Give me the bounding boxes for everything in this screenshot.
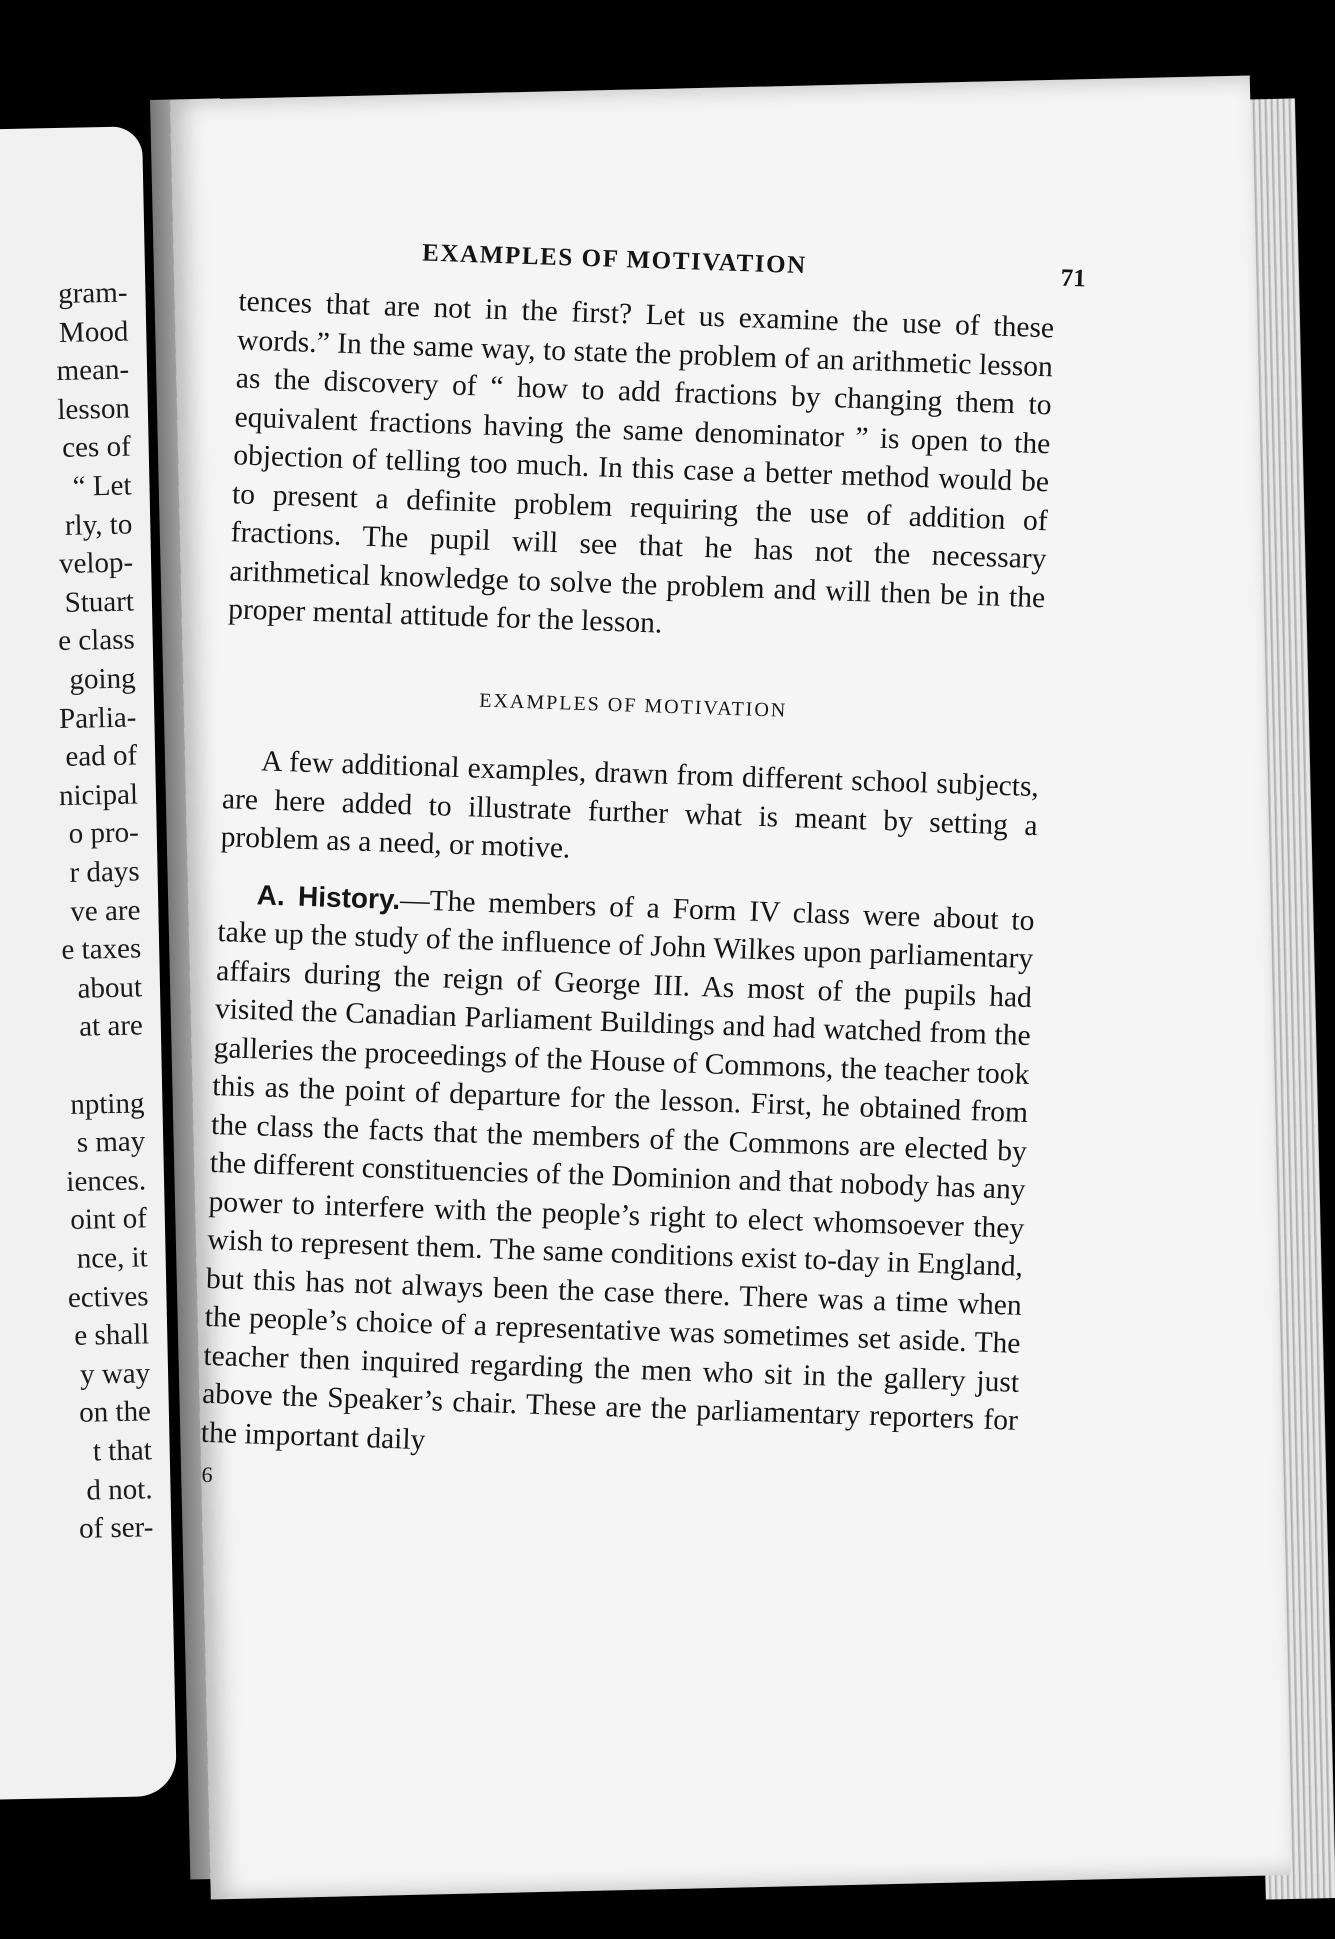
facing-page-line: e shall bbox=[74, 1318, 150, 1353]
facing-page-line: y way bbox=[79, 1357, 151, 1391]
page-number: 71 bbox=[1060, 264, 1087, 293]
facing-page-line: rly, to bbox=[64, 508, 133, 542]
facing-page-line: ead of bbox=[65, 739, 138, 774]
facing-page-line: o pro- bbox=[68, 816, 140, 851]
facing-page-line: t that bbox=[92, 1434, 153, 1468]
facing-page-line: nicipal bbox=[58, 778, 139, 812]
paragraph-history bbox=[200, 875, 1035, 1479]
book-page bbox=[170, 75, 1291, 1899]
facing-page-line: iences. bbox=[65, 1164, 147, 1198]
facing-page-line: lesson bbox=[57, 392, 131, 426]
facing-page-line: gram- bbox=[57, 276, 128, 310]
facing-page-line: s may bbox=[76, 1125, 146, 1159]
facing-page-line: npting bbox=[69, 1086, 145, 1121]
signature-mark: 6 bbox=[201, 1461, 214, 1488]
facing-page-line: r days bbox=[69, 855, 140, 889]
facing-page-line: oint of bbox=[69, 1202, 148, 1237]
facing-page-line: mean- bbox=[56, 353, 130, 388]
facing-page-line: at are bbox=[78, 1009, 144, 1044]
running-head-title: EXAMPLES OF MOTIVATION bbox=[421, 239, 808, 280]
facing-page-text bbox=[0, 126, 154, 1545]
facing-page-line: d not. bbox=[86, 1472, 153, 1507]
facing-page-line: ces of bbox=[61, 430, 132, 465]
paragraph-intro: A few additional examples, drawn from different school subjects, are here added to illustrate further what is meant by setting a problem as a need, or motive. bbox=[220, 745, 1040, 865]
facing-page-line: Mood bbox=[58, 315, 129, 349]
facing-page-line: of ser- bbox=[78, 1511, 154, 1545]
paragraph-continuation: tences that are not in the first? Let us examine the use of these words.” In the same way, to state the problem of an arithmetic lesson as the discovery of “ how to add fractions by changing them to equivalent fractions having the same denominator ” is open to the objection of telling too much. In this case a better method would be to present a definite problem requiring the use of addition of fractions. The pupil will see that he has not the necessary arithmetical knowledge to solve the problem and will then be in the proper mental attitude for the lesson. bbox=[227, 285, 1055, 640]
facing-page bbox=[0, 126, 177, 1799]
facing-page-line: nce, it bbox=[76, 1241, 148, 1275]
facing-page-line: “ Let bbox=[72, 469, 132, 503]
page-content bbox=[199, 228, 1087, 1521]
facing-page-line: Parlia- bbox=[58, 701, 137, 735]
facing-page-line: Stuart bbox=[64, 585, 135, 619]
facing-page-line: going bbox=[69, 662, 136, 696]
facing-page-line: on the bbox=[78, 1395, 152, 1430]
section-title: EXAMPLES OF MOTIVATION bbox=[479, 689, 788, 722]
facing-page-line: e class bbox=[57, 623, 136, 658]
history-body: —The members of a Form IV class were about to take up the study of the influence of John Wilkes upon parliamentary affairs during the reign of George III. As most of the pupils had visited the Canadian Parliament Buildings and had watched from the galleries the proceedings of the House of Commons, the teacher took this as the point of departure for the lesson. First, he obtained from the class the facts that the members of the Commons are elected by the different constituencies of the Dominion and that nobody has any power to interfere with the people’s right to elect whomsoever they wish to represent them. The same conditions exist to-day in England, but this has not always been the case there. There was a time when the people’s choice of a representative was sometimes set aside. The teacher then inquired regarding the men who sit in the gallery just above the Speaker’s chair. These are the parliamentary reporters for the important daily bbox=[200, 883, 1035, 1456]
running-head bbox=[240, 228, 1087, 295]
facing-page-line: velop- bbox=[58, 546, 134, 581]
history-subheading: A. History. bbox=[256, 878, 401, 915]
facing-page-line: ve are bbox=[70, 893, 141, 928]
facing-page-line: ectives bbox=[67, 1279, 149, 1314]
facing-page-line: e taxes bbox=[61, 932, 142, 967]
facing-page-line: about bbox=[77, 971, 143, 1005]
